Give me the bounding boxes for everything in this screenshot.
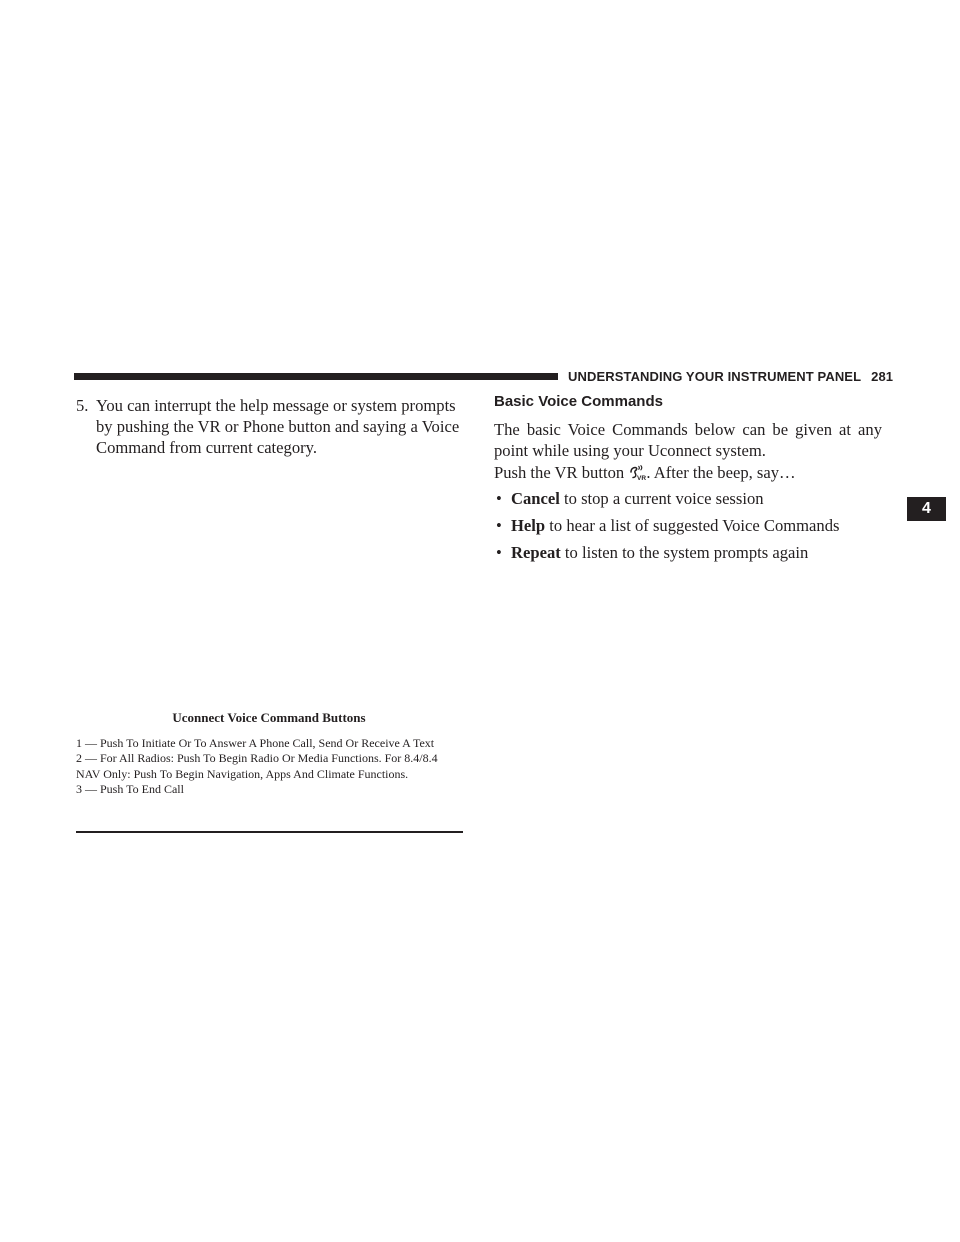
push-suffix: . After the beep, say…: [646, 463, 796, 482]
figure-caption-title: Uconnect Voice Command Buttons: [172, 710, 366, 725]
list-item: [494, 543, 894, 570]
step-text: You can interrupt the help message or system prompts by pushing the VR or Phone button and saying a Voice Command from current category.: [96, 396, 460, 457]
push-instruction: [494, 462, 882, 483]
command-description: to listen to the system prompts again: [564, 543, 809, 562]
page-number: 281: [871, 369, 894, 384]
push-prefix: Push the VR button: [494, 463, 625, 482]
step-number: 5.: [76, 396, 89, 415]
command-description: to hear a list of suggested Voice Commands: [549, 516, 840, 535]
command-term: Help: [511, 516, 546, 535]
list-item: [494, 516, 894, 543]
svg-text:VR: VR: [637, 475, 647, 481]
caption-item: 3 — Push To End Call: [76, 781, 184, 796]
step-item: [76, 395, 464, 458]
command-term: Cancel: [511, 489, 560, 508]
running-header: [568, 369, 893, 384]
list-item: [494, 489, 894, 516]
vr-button-icon: [628, 465, 646, 481]
command-term: Repeat: [511, 543, 561, 562]
command-description: to stop a current voice session: [564, 489, 764, 508]
header-title: UNDERSTANDING YOUR INSTRUMENT PANEL: [568, 369, 862, 384]
caption-item: 1 — Push To Initiate Or To Answer A Phone Call, Send Or Receive A Text: [76, 736, 435, 750]
chapter-tab: 4: [907, 497, 946, 521]
voice-command-list: [494, 489, 894, 570]
header-bar: [74, 373, 558, 380]
section-heading: Basic Voice Commands: [494, 393, 663, 410]
bullet-dot: •: [496, 516, 502, 535]
caption-divider: [76, 831, 463, 833]
figure-caption-list: [76, 736, 462, 797]
bullet-dot: •: [496, 489, 502, 508]
caption-item: 2 — For All Radios: Push To Begin Radio Or Media Functions. For 8.4/8.4 NAV Only: Push To Begin Navigation, Apps And Climate Functions.: [76, 751, 438, 781]
bullet-dot: •: [496, 543, 502, 562]
intro-paragraph: The basic Voice Commands below can be given at any point while using your Uconnect system.: [494, 420, 882, 460]
